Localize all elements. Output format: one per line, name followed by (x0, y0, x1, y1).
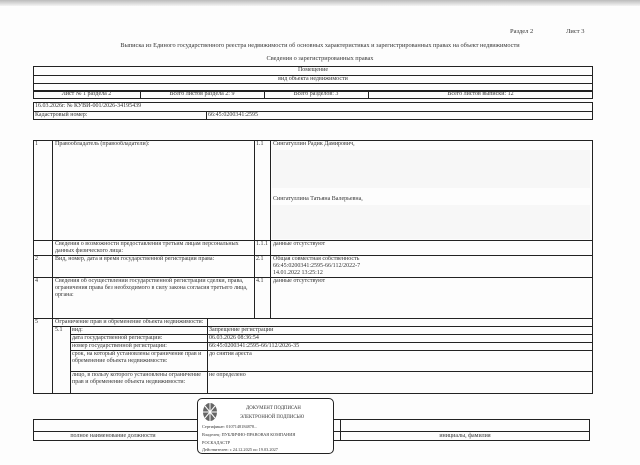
encumbrance-value: до снятия ареста (209, 351, 252, 357)
doc-number: 16.03.2026г. № КУВИ-001/2026-34195439 (35, 103, 142, 109)
scan-edge (0, 0, 640, 6)
encumbrance-label: вид: (72, 327, 83, 333)
row-111-sub: 1.1.1 (256, 241, 268, 247)
encumbrance-label: дата государственной регистрации: (72, 335, 163, 341)
object-type-label: вид объекта недвижимости (278, 76, 348, 82)
stamp-owner: Владелец: ПУБЛИЧНО-ПРАВОВАЯ КОМПАНИЯ (202, 432, 296, 437)
right-reg-date: 14.01.2022 13:25:12 (273, 270, 323, 276)
right-type: Общая совместная собственность (273, 256, 360, 262)
row-111-label: Сведения о возможности предоставления третьим лицам персональных данных физического лица: (55, 241, 239, 254)
row-4-number: 4 (35, 278, 38, 284)
row-2-sub: 2.1 (256, 256, 264, 262)
stamp-validity: Действителен: с 24.12.2025 по 19.03.2027 (202, 447, 278, 452)
row-1-sub: 1.1 (256, 141, 264, 147)
encumbrance-label: лицо, в пользу которого установлены ограничение прав и обременение объекта недвижимости: (72, 372, 201, 385)
redacted-area (272, 150, 590, 188)
row-111-value: данные отсутствуют (273, 241, 326, 247)
row-5-sub: 5.1 (55, 327, 63, 333)
row-4-label: Сведения об осуществлении государственной регистрации сделки, права, ограничения права без необходимого в силу закона согласия третьего лица, органа: (55, 278, 248, 298)
encumbrance-label: номер государственной регистрации: (72, 343, 167, 349)
owner-1: Сингатуллин Радик Дамирович, (273, 141, 355, 147)
encumbrance-value: 66:45:0200341:2595-66/112/2026-35 (209, 343, 300, 349)
sheet-number: Лист № 1 раздела 2 (61, 91, 112, 97)
total-sheets: Всего листов выписки: 12 (447, 91, 514, 97)
cadastral-label: Кадастровый номер: (35, 112, 88, 118)
initials-caption: инициалы, фамилия (439, 433, 491, 439)
row-5-label: Ограничение прав и обременение объекта недвижимости: (55, 319, 204, 325)
row-1-number: 1 (35, 141, 38, 147)
stamp-certificate: Сертификат: 0107148184878... (202, 424, 258, 429)
cadastral-number: 66:45:0200341:2595 (208, 112, 259, 118)
emblem-icon (202, 402, 218, 422)
encumbrance-value: Запрещение регистрации (209, 327, 274, 333)
stamp-line-1: ДОКУМЕНТ ПОДПИСАН (246, 406, 301, 411)
encumbrance-label: срок, на который установлены ограничение прав и обременение объекта недвижимости: (72, 351, 202, 364)
object-name: Помещение (297, 67, 329, 73)
e-signature-stamp (197, 398, 334, 454)
row-2-number: 2 (35, 256, 38, 262)
row-2-label: Вид, номер, дата и время государственной регистрации права: (55, 256, 215, 262)
right-reg-number: 66:45:0200341:2595-66/112/2022-7 (273, 263, 361, 269)
row-1-label: Правообладатель (правообладатели): (55, 141, 150, 147)
stamp-line-2: ЭЛЕКТРОННОЙ ПОДПИСЬЮ (240, 415, 305, 420)
position-caption: полное наименование должности (70, 433, 156, 439)
section-sheets: Всего листов раздела 2: 9 (169, 91, 235, 97)
owner-2: Сингатуллина Татьяна Валерьевна, (273, 196, 363, 202)
encumbrance-value: 06.03.2026 08:36:54 (209, 335, 259, 341)
document-title: Выписка из Единого государственного реестра недвижимости об основных характеристиках и зарегистрированных правах на объект недвижимости (120, 42, 520, 49)
sections-count: Всего разделов: 3 (293, 91, 339, 97)
encumbrance-value: не определено (209, 372, 246, 378)
row-4-sub: 4.1 (256, 278, 264, 284)
section-label: Раздел 2 (510, 28, 534, 35)
sheet-label: Лист 3 (566, 28, 585, 35)
redacted-area (272, 205, 590, 239)
document-subtitle: Сведения о зарегистрированных правах (266, 55, 374, 62)
stamp-owner-2: РОСКАДАСТР (202, 440, 231, 445)
row-5-number: 5 (35, 319, 38, 325)
row-4-value: данные отсутствуют (273, 278, 326, 284)
